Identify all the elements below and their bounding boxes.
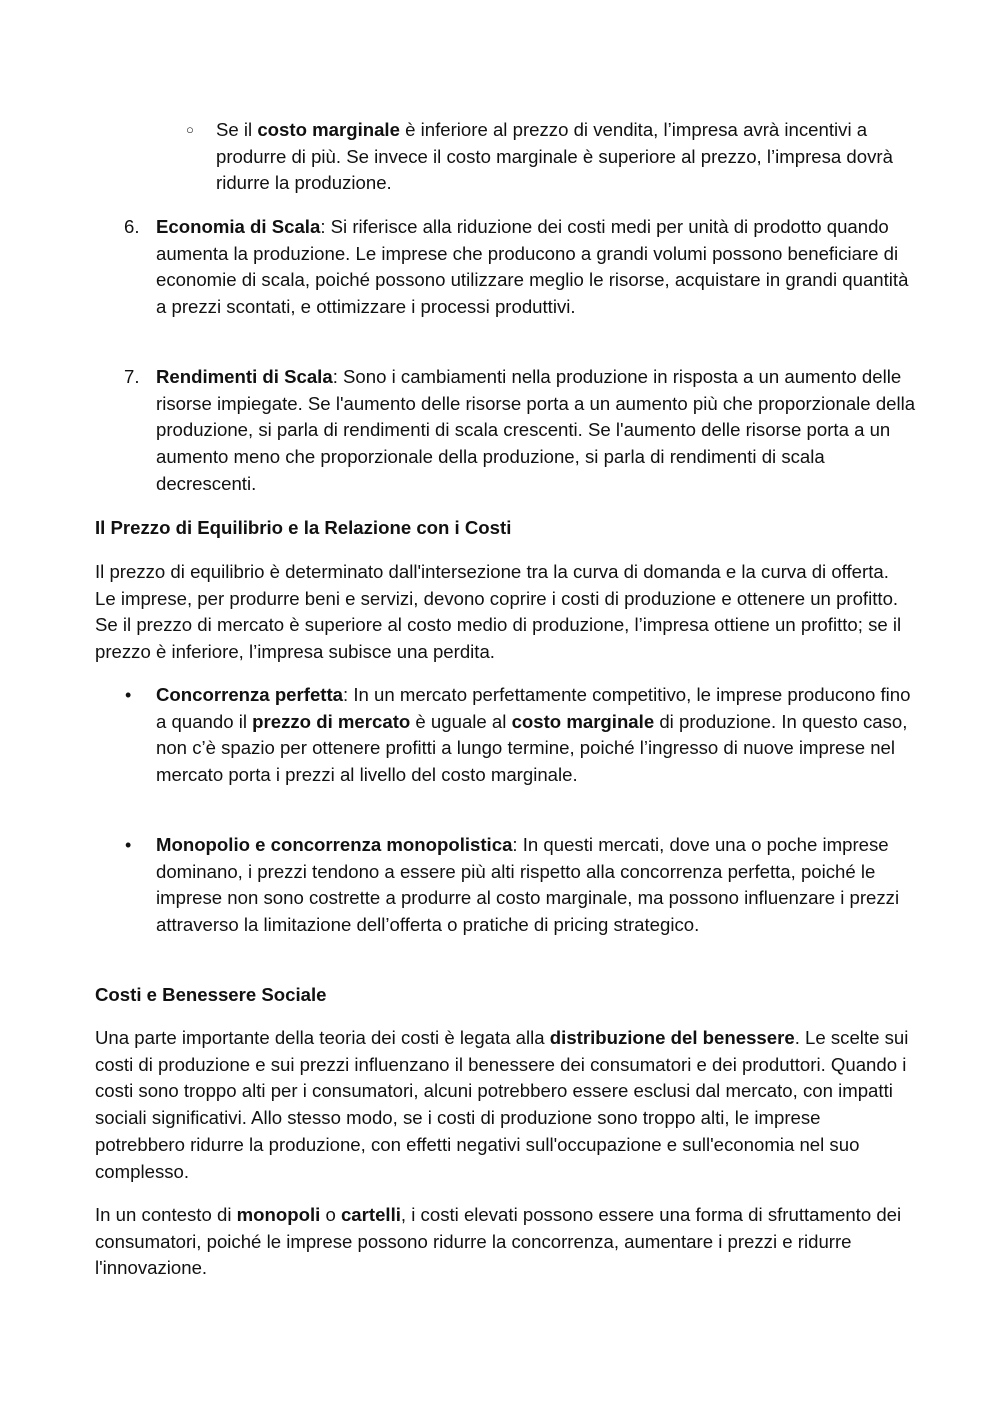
section-heading-costi-benessere: Costi e Benessere Sociale (95, 984, 327, 1005)
term: Rendimenti di Scala (156, 366, 333, 387)
term: Concorrenza perfetta (156, 684, 344, 705)
bold-term: costo marginale (257, 119, 400, 140)
sub-list-item: Se il costo marginale è inferiore al prezzo di vendita, l’impresa avrà incentivi a produrre di più. Se invece il costo marginale è superiore al prezzo, l’impresa dovrà ridurre la produzione. (216, 119, 893, 194)
numbered-item-economia-di-scala: Economia di Scala: Si riferisce alla riduzione dei costi medi per unità di prodotto quando aumenta la produzione. Le imprese che producono a grandi volumi possono beneficiare di economie di scala, poiché possono utilizzare meglio le risorse, acquistare in grandi quantità a prezzi scontati, e ottimizzare i processi produttivi. (156, 216, 909, 318)
paragraph: Il prezzo di equilibrio è determinato dall'intersezione tra la curva di domanda e la curva di offerta. Le imprese, per produrre beni e servizi, devono coprire i costi di produzione e ottenere un profitto. Se il prezzo di mercato è superiore al costo medio di produzione, l’impresa ottiene un profitto; se il prezzo è inferiore, l’impresa subisce una perdita. (95, 561, 902, 663)
bullet-item-concorrenza-perfetta: Concorrenza perfetta: In un mercato perfettamente competitivo, le imprese producono fino a quando il prezzo di mercato è uguale al costo marginale di produzione. In questo caso, non c’è spazio per ottenere profitti a lungo termine, poiché l’ingresso di nuove imprese nel mercato porta i prezzi al livello del costo marginale. (156, 684, 911, 786)
sub-bullet-marker: ○ (186, 122, 194, 137)
term: Economia di Scala (156, 216, 321, 237)
bullet-marker: • (125, 835, 132, 855)
numbered-item-rendimenti-di-scala: Rendimenti di Scala: Sono i cambiamenti nella produzione in risposta a un aumento delle risorse impiegate. Se l'aumento delle risorse porta a un aumento più che proporzionale della produzione, si parla di rendimenti di scala crescenti. Se l'aumento delle risorse porta a un aumento meno che proporzionale della produzione, si parla di rendimenti di scala decrescenti. (156, 366, 916, 494)
section-heading-prezzo-equilibrio: Il Prezzo di Equilibrio e la Relazione con i Costi (95, 517, 512, 538)
list-number: 7. (124, 366, 140, 387)
paragraph: In un contesto di monopoli o cartelli, i costi elevati possono essere una forma di sfruttamento dei consumatori, poiché le imprese possono ridurre la concorrenza, aumentare i prezzi e ridurre l'innovazione. (95, 1204, 902, 1279)
paragraph: Una parte importante della teoria dei costi è legata alla distribuzione del benessere. Le scelte sui costi di produzione e sui prezzi influenzano il benessere dei consumatori e dei produttori. Quando i costi sono troppo alti per i consumatori, alcuni potrebbero essere esclusi dal mercato, con impatti sociali significativi. Allo stesso modo, se i costi di produzione sono troppo alti, le imprese potrebbero ridurre la produzione, con effetti negativi sull'occupazione e sull'economia nel suo complesso. (95, 1027, 909, 1182)
list-number: 6. (124, 216, 140, 237)
bullet-marker: • (125, 685, 132, 705)
bullet-item-monopolio: Monopolio e concorrenza monopolistica: In questi mercati, dove una o poche imprese dominano, i prezzi tendono a essere più alti rispetto alla concorrenza perfetta, poiché le imprese non sono costrette a produrre al costo marginale, ma possono influenzare i prezzi attraverso la limitazione dell’offerta o pratiche di pricing strategico. (156, 834, 900, 936)
term: Monopolio e concorrenza monopolistica (156, 834, 513, 855)
